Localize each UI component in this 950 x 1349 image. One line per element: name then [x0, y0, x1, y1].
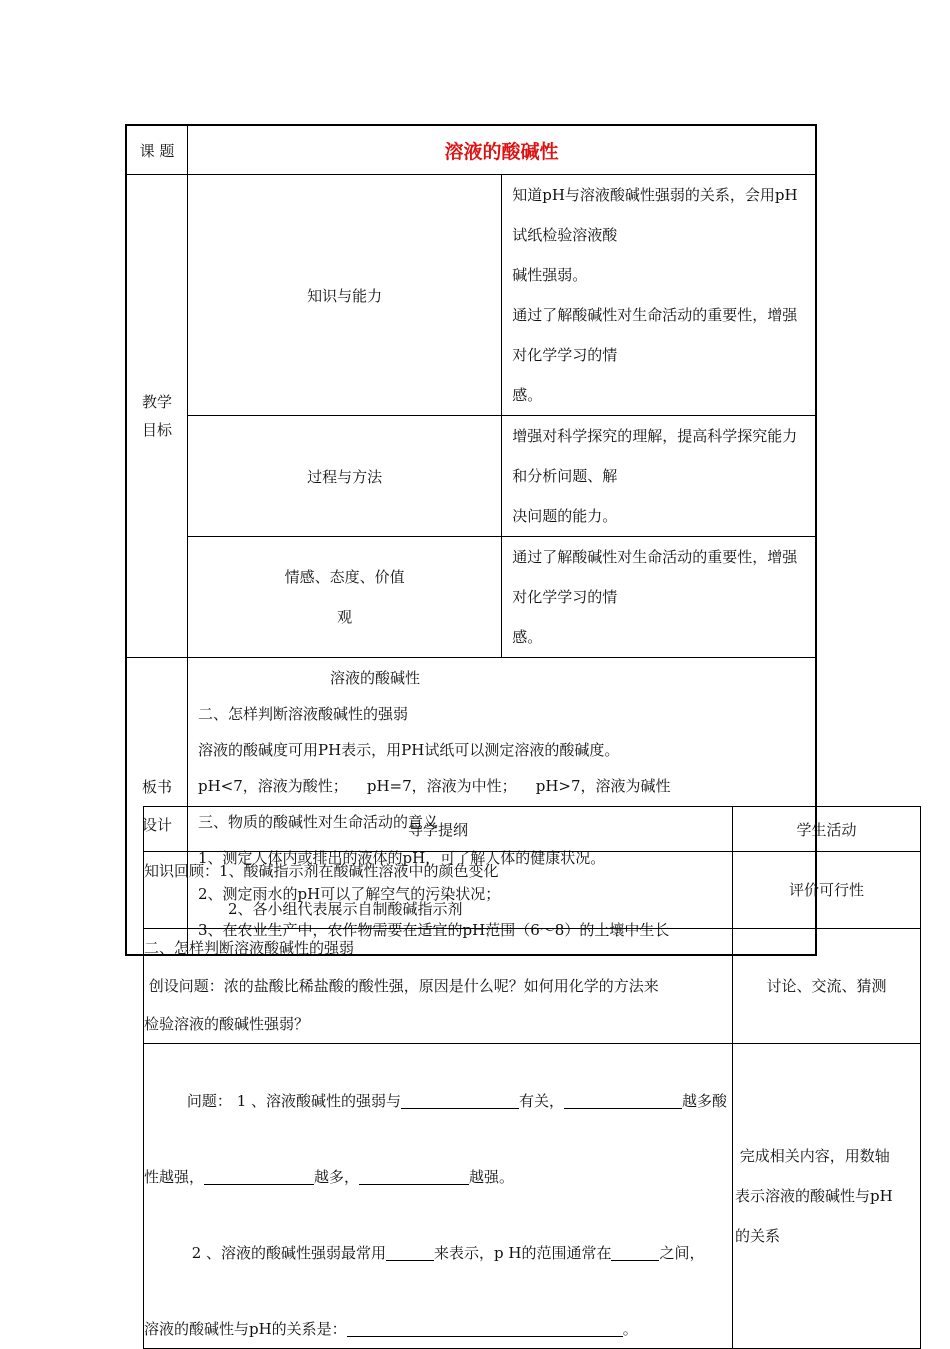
- blank-field[interactable]: [611, 1242, 659, 1261]
- board-heading: 溶液的酸碱性: [330, 669, 421, 687]
- guide-row-question: 二、怎样判断溶液酸碱性的强弱 创设问题：浓的盐酸比稀盐酸的酸性强，原因是什么呢？如何用化学的方法来 检验溶液的酸碱性强弱？: [144, 929, 733, 1044]
- board-line: pH<7，溶液为酸性； pH=7，溶液为中性； pH>7，溶液为碱性: [198, 777, 671, 795]
- col-header-outline: 导学提纲: [144, 807, 733, 852]
- goal-category-knowledge: 知识与能力: [188, 175, 502, 416]
- board-line: 三、物质的酸碱性对生命活动的意义: [198, 813, 439, 831]
- board-line: 2、测定雨水的pH可以了解空气的污染状况；: [198, 885, 501, 903]
- goal-text-knowledge: 知道pH与溶液酸碱性强弱的关系，会用pH试纸检验溶液酸 碱性强弱。 通过了解酸碱性对生命活动的重要性，增强对化学学习的情 感。: [502, 175, 816, 416]
- goal-text-emotion: 通过了解酸碱性对生命活动的重要性，增强对化学学习的情 感。: [502, 537, 816, 658]
- board-line: 溶液的酸碱度可用PH表示，用PH试纸可以测定溶液的酸碱度。: [198, 741, 620, 759]
- guide-row-review: 知识回顾：1、酸碱指示剂在酸碱性溶液中的颜色变化 2、各小组代表展示自制酸碱指示剂: [144, 852, 733, 929]
- blank-field[interactable]: [347, 1318, 623, 1337]
- board-label: 板书 设计: [126, 658, 188, 956]
- blank-field[interactable]: [359, 1166, 469, 1185]
- activity-evaluate: 评价可行性: [733, 852, 921, 929]
- activity-discuss: 讨论、交流、猜测: [733, 929, 921, 1044]
- lesson-title: 溶液的酸碱性: [188, 125, 817, 175]
- blank-field[interactable]: [401, 1090, 519, 1109]
- col-header-activity: 学生活动: [733, 807, 921, 852]
- goal-text-process: 增强对科学探究的理解，提高科学探究能力和分析问题、解 决问题的能力。: [502, 416, 816, 537]
- guide-row-fill-in: 问题： 1 、溶液酸碱性的强弱与 有关， 越多酸 性越强， 越多， 越强。 2 、溶液的酸碱性强弱最常用 来表示，p H的范围通常在 之间， 溶液的酸碱性与pH的关系是： 。: [144, 1044, 733, 1349]
- blank-field[interactable]: [564, 1090, 682, 1109]
- goal-category-emotion: 情感、态度、价值 观: [188, 537, 502, 658]
- board-line: 3、在农业生产中，农作物需要在适宜的pH范围（6～8）的土壤中生长: [198, 921, 670, 939]
- subject-label: 课 题: [139, 141, 175, 160]
- blank-field[interactable]: [386, 1242, 434, 1261]
- goal-category-process: 过程与方法: [188, 416, 502, 537]
- activity-complete: 完成相关内容，用数轴 表示溶液的酸碱性与pH 的关系: [733, 1044, 921, 1349]
- board-line: 1、测定人体内或排出的液体的pH，可了解人体的健康状况。: [198, 849, 606, 867]
- goals-label: 教学 目标: [126, 175, 188, 658]
- board-line: 二、怎样判断溶液酸碱性的强弱: [198, 705, 409, 723]
- guide-table: [143, 806, 921, 1349]
- blank-field[interactable]: [204, 1166, 314, 1185]
- subject-label-cell: [126, 125, 188, 175]
